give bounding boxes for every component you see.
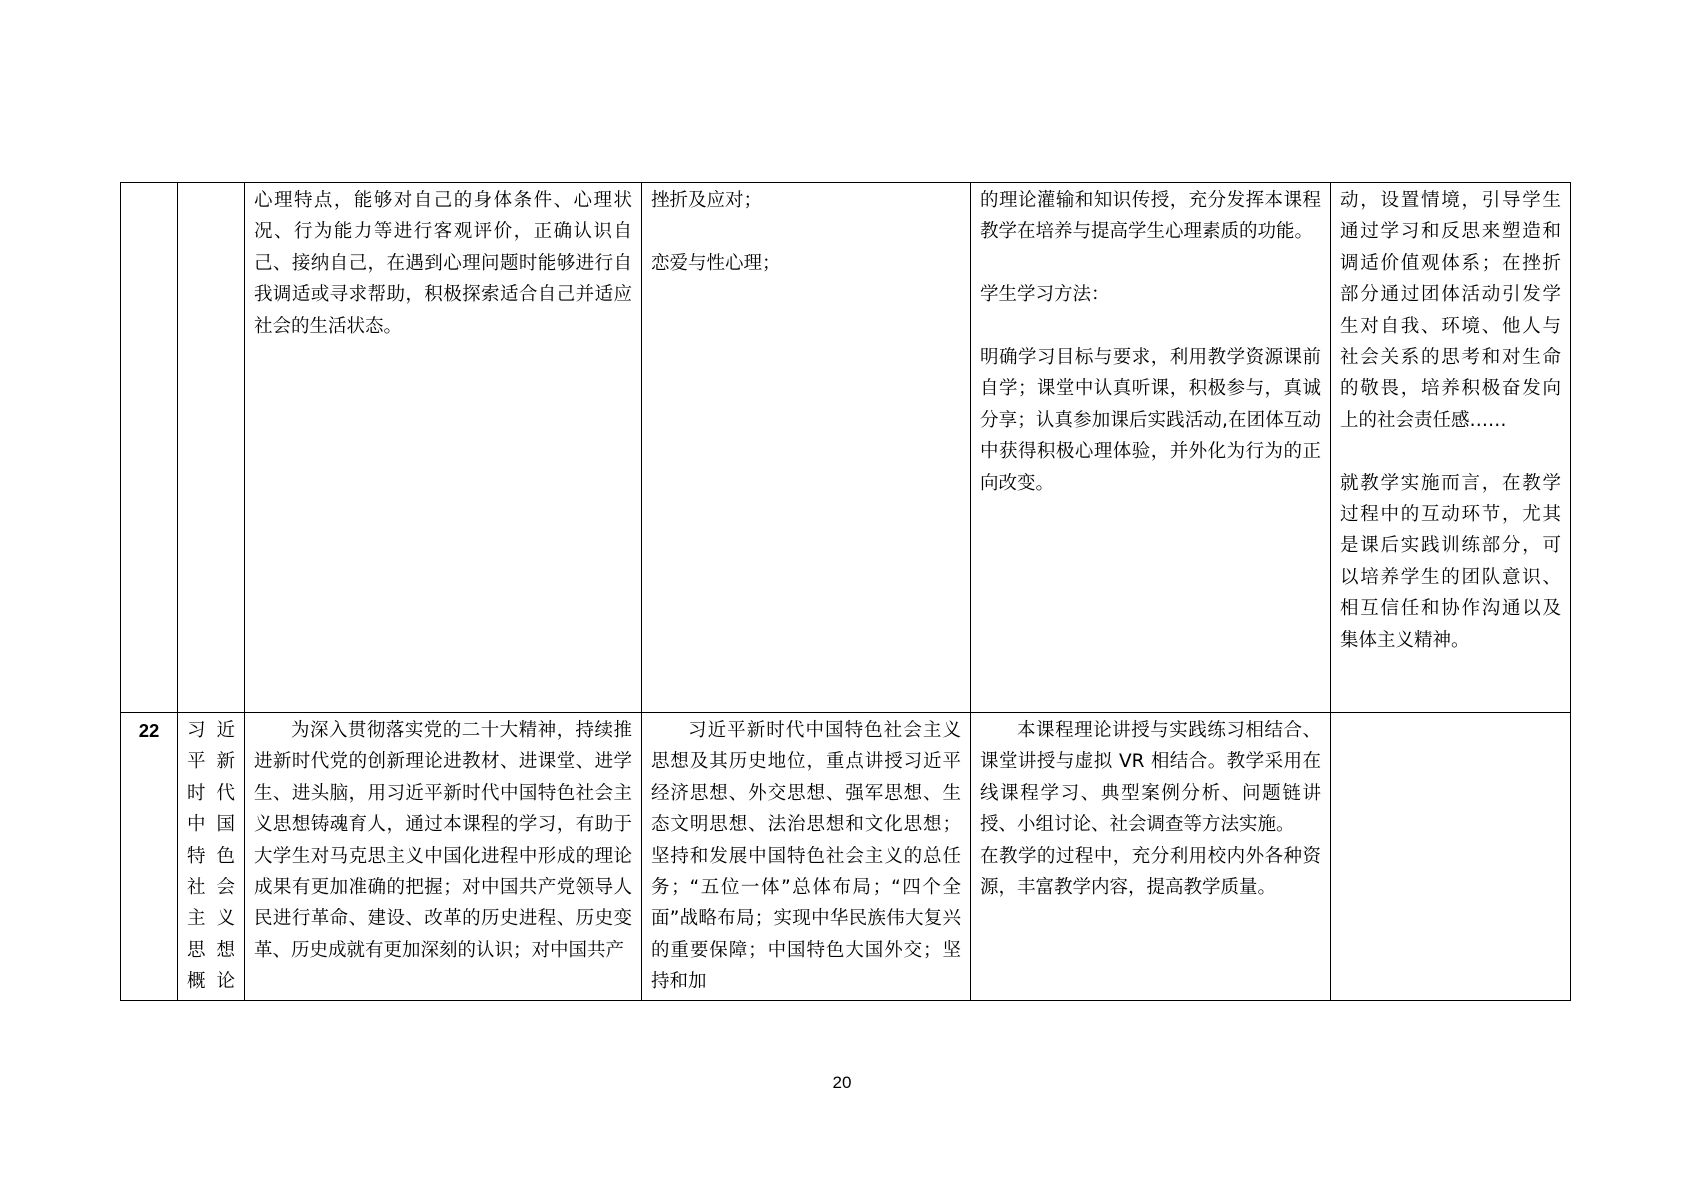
table-row <box>121 183 1571 713</box>
ideology-cell <box>1331 183 1571 713</box>
content-text: 恋爱与性心理； <box>651 252 781 274</box>
objectives-cell <box>245 183 642 713</box>
ideology-text: 动，设置情境，引导学生通过学习和反思来塑造和调适价值观体系；在挫折部分通过团体活动引发学生对自我、环境、他人与社会关系的思考和对生命的敬畏，培养积极奋发向上的社会责任感…… <box>1340 190 1561 431</box>
methods-cell <box>971 713 1331 1001</box>
objectives-text: 为深入贯彻落实党的二十大精神，持续推进新时代党的创新理论进教材、进课堂、进学生、进头脑，用习近平新时代中国特色社会主义思想铸魂育人，通过本课程的学习，有助于大学生对马克思主义中国化进程中形成的理论成果有更加准确的把握；对中国共产党领导人民进行革命、建设、改革的历史进程、历史变革、历史成就有更加深刻的认识；对中国共产 <box>254 720 632 961</box>
course-name: 习近平新时代中国特色社会主义思想概论 <box>178 713 245 1001</box>
objectives-text: 心理特点，能够对自己的身体条件、心理状况、行为能力等进行客观评价，正确认识自己、接纳自己，在遇到心理问题时能够进行自我调适或寻求帮助，积极探索适合自己并适应社会的生活状态。 <box>254 190 632 337</box>
methods-text: 的理论灌输和知识传授，充分发挥本课程教学在培养与提高学生心理素质的功能。 <box>980 190 1321 243</box>
ideology-cell <box>1331 713 1571 1001</box>
methods-text: 学生学习方法： <box>980 284 1110 306</box>
methods-text: 明确学习目标与要求，利用教学资源课前自学；课堂中认真听课，积极参与，真诚分享；认真参加课后实践活动,在团体互动中获得积极心理体验，并外化为行为的正向改变。 <box>980 347 1321 494</box>
course-name <box>178 183 245 713</box>
content-cell <box>642 183 971 713</box>
objectives-cell <box>245 713 642 1001</box>
table-row <box>121 713 1571 1001</box>
ideology-text: 就教学实施而言，在教学过程中的互动环节，尤其是课后实践训练部分，可以培养学生的团队意识、相互信任和协作沟通以及集体主义精神。 <box>1340 472 1561 651</box>
row-number: 22 <box>121 713 178 1001</box>
content-text: 挫折及应对； <box>651 190 763 211</box>
content-text: 习近平新时代中国特色社会主义思想及其历史地位，重点讲授习近平经济思想、外交思想、强军思想、生态文明思想、法治思想和文化思想；坚持和发展中国特色社会主义的总任务；“五位一体”总体布局；“四个全面”战略布局；实现中华民族伟大复兴的重要保障；中国特色大国外交；坚持和加 <box>651 720 961 993</box>
content-cell <box>642 713 971 1001</box>
course-table <box>120 182 1571 1001</box>
row-number <box>121 183 178 713</box>
methods-cell <box>971 183 1331 713</box>
page-number: 20 <box>832 1073 852 1092</box>
methods-text: 本课程理论讲授与实践练习相结合、课堂讲授与虚拟 VR 相结合。教学采用在线课程学习、典型案例分析、问题链讲授、小组讨论、社会调查等方法实施。 在教学的过程中，充分利用校内外各种资源，丰富教学内容，提高教学质量。 <box>980 720 1321 899</box>
